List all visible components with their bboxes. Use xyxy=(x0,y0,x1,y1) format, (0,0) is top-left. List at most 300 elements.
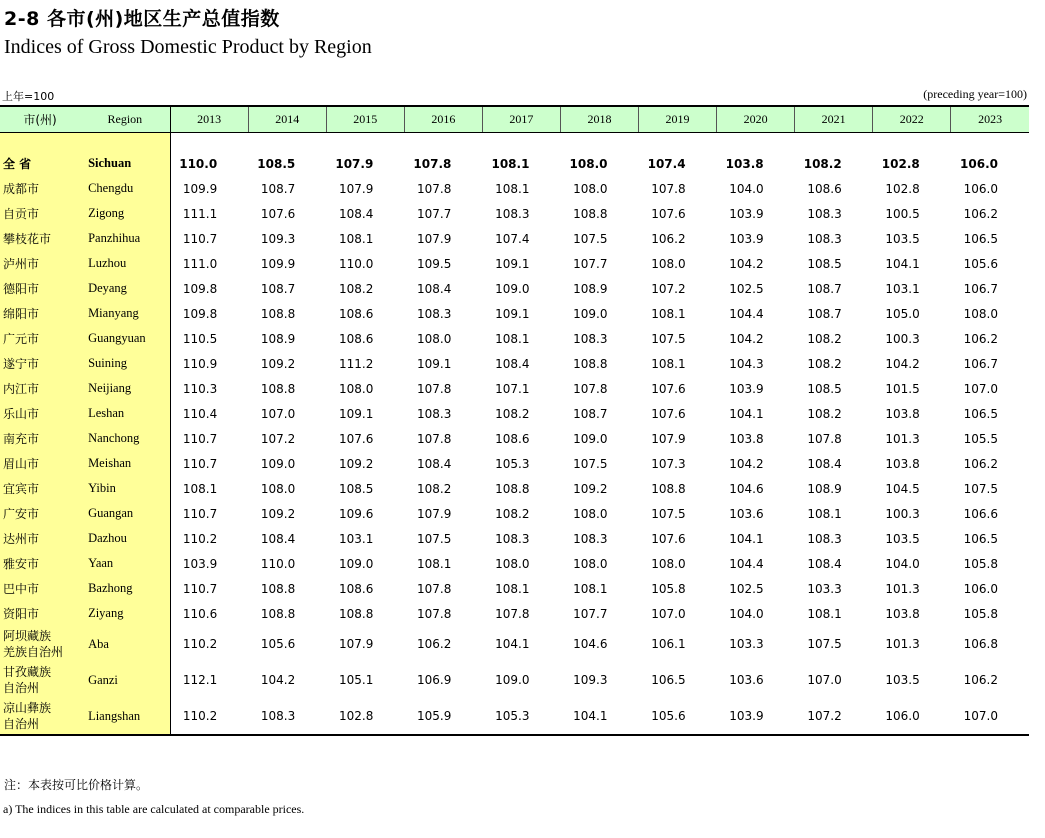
index-value-cell: 109.1 xyxy=(338,406,374,421)
spacer-row xyxy=(0,133,1029,152)
region-name-cn-line: 雅安市 xyxy=(3,556,40,571)
index-value-cell: 104.4 xyxy=(729,556,764,571)
index-value-cell: 108.3 xyxy=(573,331,608,346)
index-value-cell: 108.8 xyxy=(260,606,296,621)
region-name-cn-line: 自治州 xyxy=(3,717,40,731)
index-value-cell: 104.2 xyxy=(729,331,764,346)
index-value-cell: 102.8 xyxy=(881,156,920,171)
index-value-cell: 103.8 xyxy=(725,156,764,171)
index-value-cell: 110.9 xyxy=(182,356,218,371)
table-row xyxy=(0,551,1029,576)
index-value-cell: 108.0 xyxy=(573,181,608,196)
index-value-cell: 108.3 xyxy=(495,206,530,221)
index-value-cell: 108.6 xyxy=(495,431,530,446)
table-row xyxy=(0,301,1029,326)
index-value-cell: 107.4 xyxy=(647,156,686,171)
index-value-cell: 108.1 xyxy=(651,356,686,371)
table-row xyxy=(0,698,1029,735)
index-value-cell: 104.2 xyxy=(729,456,764,471)
region-name-cn-line: 绵阳市 xyxy=(3,306,40,321)
index-value-cell: 105.6 xyxy=(963,256,998,271)
table-row xyxy=(0,376,1029,401)
index-value-cell: 106.5 xyxy=(963,231,998,246)
index-value-cell: 107.6 xyxy=(651,406,686,421)
index-value-cell: 108.5 xyxy=(807,256,842,271)
index-value-cell: 108.5 xyxy=(338,481,374,496)
index-value-cell: 107.7 xyxy=(573,256,608,271)
index-value-cell: 109.5 xyxy=(417,256,452,271)
region-name-cn-line: 南充市 xyxy=(3,431,40,446)
index-value-cell: 108.4 xyxy=(338,206,374,221)
index-value-cell: 109.0 xyxy=(260,456,296,471)
index-value-cell: 102.8 xyxy=(326,698,404,735)
index-value-cell: 108.0 xyxy=(651,256,686,271)
index-value-cell: 109.1 xyxy=(495,256,530,271)
index-value-cell: 107.5 xyxy=(651,331,686,346)
index-value-cell: 108.3 xyxy=(495,531,530,546)
index-value-cell: 103.9 xyxy=(729,381,764,396)
region-name-cn-line: 德阳市 xyxy=(3,281,40,296)
index-value-cell: 108.2 xyxy=(807,331,842,346)
index-value-cell: 103.6 xyxy=(729,673,764,687)
index-value-cell: 103.9 xyxy=(729,231,764,246)
index-value-cell: 108.7 xyxy=(807,306,842,321)
index-value-cell: 108.7 xyxy=(260,181,296,196)
index-value-cell: 107.8 xyxy=(495,606,530,621)
region-name-cn-line: 内江市 xyxy=(3,381,40,396)
header-year: 2014 xyxy=(248,106,326,133)
region-name-cn-line: 阿坝藏族 xyxy=(3,629,52,643)
region-name-en: Sichuan xyxy=(80,151,170,176)
index-value-cell: 109.0 xyxy=(338,556,374,571)
index-value-cell: 103.5 xyxy=(885,673,920,687)
index-value-cell: 104.2 xyxy=(729,256,764,271)
index-value-cell: 100.3 xyxy=(885,506,920,521)
footnote-en: a) The indices in this table are calculated at comparable prices. xyxy=(3,802,305,816)
index-value-cell: 105.3 xyxy=(495,456,530,471)
header-year: 2017 xyxy=(482,106,560,133)
index-value-cell: 108.8 xyxy=(260,306,296,321)
region-name-cn xyxy=(0,476,80,501)
spacer-cell-en xyxy=(80,133,170,152)
table-row xyxy=(0,401,1029,426)
index-value-cell: 110.7 xyxy=(182,581,218,596)
index-value-cell: 102.8 xyxy=(885,181,920,196)
region-name-cn-line: 凉山彝族 xyxy=(3,701,52,715)
index-value-cell: 108.6 xyxy=(807,181,842,196)
table-row xyxy=(0,662,1029,698)
index-value-cell: 107.9 xyxy=(651,431,686,446)
region-name-cn xyxy=(0,276,80,301)
index-value-cell: 110.7 xyxy=(182,506,218,521)
index-value-cell: 108.4 xyxy=(495,356,530,371)
index-value-cell: 107.9 xyxy=(338,181,374,196)
region-name-en: Yibin xyxy=(80,476,170,501)
header-year: 2019 xyxy=(639,106,717,133)
region-name-en: Zigong xyxy=(80,201,170,226)
index-value-cell: 108.4 xyxy=(417,456,452,471)
region-name-en: Guangyuan xyxy=(80,326,170,351)
index-value-cell: 109.2 xyxy=(260,356,296,371)
index-value-cell: 106.0 xyxy=(963,181,998,196)
region-name-cn xyxy=(0,451,80,476)
region-name-cn-line: 自治州 xyxy=(3,681,40,695)
footnote-cn: 注：本表按可比价格计算。 xyxy=(4,778,149,792)
table-row xyxy=(0,201,1029,226)
index-value-cell: 107.5 xyxy=(417,531,452,546)
index-value-cell: 104.1 xyxy=(560,698,638,735)
index-value-cell: 107.0 xyxy=(963,381,998,396)
index-value-cell: 107.5 xyxy=(807,637,842,651)
index-value-cell: 108.3 xyxy=(248,698,326,735)
table-row xyxy=(0,226,1029,251)
index-value-cell: 107.9 xyxy=(417,231,452,246)
index-value-cell: 103.9 xyxy=(717,698,795,735)
index-value-cell: 105.8 xyxy=(963,606,998,621)
index-value-cell: 106.5 xyxy=(963,531,998,546)
index-value-cell: 108.3 xyxy=(573,531,608,546)
index-value-cell: 110.7 xyxy=(182,431,218,446)
index-value-cell: 103.6 xyxy=(729,506,764,521)
index-value-cell: 107.5 xyxy=(573,231,608,246)
index-value-cell: 110.0 xyxy=(338,256,374,271)
index-value-cell: 104.3 xyxy=(729,356,764,371)
index-value-cell: 111.0 xyxy=(182,256,218,271)
index-value-cell: 103.9 xyxy=(729,206,764,221)
index-value-cell: 108.2 xyxy=(807,406,842,421)
index-value-cell: 109.3 xyxy=(573,673,608,687)
index-value-cell: 108.2 xyxy=(338,281,374,296)
region-name-cn xyxy=(0,662,80,698)
table-row xyxy=(0,501,1029,526)
spacer-cell xyxy=(170,133,1029,152)
table-row xyxy=(0,351,1029,376)
index-value-cell: 108.3 xyxy=(417,406,452,421)
index-value-cell: 106.0 xyxy=(963,581,998,596)
region-name-cn xyxy=(0,251,80,276)
index-value-cell: 107.5 xyxy=(963,481,998,496)
table-header-row xyxy=(0,106,1029,133)
region-name-en: Dazhou xyxy=(80,526,170,551)
index-value-cell: 110.0 xyxy=(179,156,218,171)
region-name-en: Ziyang xyxy=(80,601,170,626)
index-value-cell: 108.2 xyxy=(807,356,842,371)
index-value-cell: 112.1 xyxy=(182,673,218,687)
index-value-cell: 110.3 xyxy=(182,381,218,396)
index-value-cell: 108.1 xyxy=(807,606,842,621)
region-name-cn xyxy=(0,698,80,735)
index-value-cell: 108.1 xyxy=(417,556,452,571)
index-value-cell: 104.4 xyxy=(729,306,764,321)
index-value-cell: 109.9 xyxy=(260,256,296,271)
table-row xyxy=(0,626,1029,662)
index-value-cell: 107.8 xyxy=(573,381,608,396)
region-name-en: Chengdu xyxy=(80,176,170,201)
index-value-cell: 110.0 xyxy=(260,556,296,571)
index-value-cell: 110.5 xyxy=(182,331,218,346)
index-value-cell: 107.6 xyxy=(651,206,686,221)
index-value-cell: 105.9 xyxy=(404,698,482,735)
index-value-cell: 108.1 xyxy=(573,581,608,596)
index-value-cell: 101.3 xyxy=(885,431,920,446)
index-value-cell: 110.6 xyxy=(182,606,218,621)
index-value-cell: 105.1 xyxy=(338,673,374,687)
index-value-cell: 104.1 xyxy=(495,637,530,651)
page-title-en: Indices of Gross Domestic Product by Region xyxy=(4,36,372,58)
index-value-cell: 106.5 xyxy=(963,406,998,421)
index-value-cell: 107.0 xyxy=(807,673,842,687)
index-value-cell: 107.5 xyxy=(573,456,608,471)
index-value-cell: 108.9 xyxy=(807,481,842,496)
region-name-en: Liangshan xyxy=(80,698,170,735)
index-value-cell: 109.3 xyxy=(260,231,296,246)
index-value-cell: 104.5 xyxy=(885,481,920,496)
region-name-cn-line: 广安市 xyxy=(3,506,40,521)
unit-note-cn: 上年=100 xyxy=(2,90,55,103)
index-value-cell: 108.3 xyxy=(417,306,452,321)
table-row xyxy=(0,176,1029,201)
index-value-cell: 108.1 xyxy=(807,506,842,521)
index-value-cell: 104.1 xyxy=(729,406,764,421)
gdp-index-table xyxy=(0,105,1029,736)
index-value-cell: 100.5 xyxy=(885,206,920,221)
index-value-cell: 107.0 xyxy=(651,606,686,621)
region-name-cn-line: 成都市 xyxy=(3,181,40,196)
index-value-cell: 108.8 xyxy=(260,381,296,396)
index-value-cell: 108.7 xyxy=(260,281,296,296)
index-value-cell: 105.3 xyxy=(482,698,560,735)
index-value-cell: 109.2 xyxy=(573,481,608,496)
region-name-en: Guangan xyxy=(80,501,170,526)
index-value-cell: 109.8 xyxy=(182,306,218,321)
index-value-cell: 107.0 xyxy=(951,698,1029,735)
region-name-cn xyxy=(0,526,80,551)
index-value-cell: 107.8 xyxy=(417,581,452,596)
header-year: 2022 xyxy=(873,106,951,133)
index-value-cell: 105.6 xyxy=(260,637,296,651)
index-value-cell: 104.2 xyxy=(260,673,296,687)
index-value-cell: 100.3 xyxy=(885,331,920,346)
region-name-cn xyxy=(0,501,80,526)
index-value-cell: 104.0 xyxy=(729,606,764,621)
table-row xyxy=(0,151,1029,176)
index-value-cell: 109.0 xyxy=(495,281,530,296)
index-value-cell: 106.2 xyxy=(651,231,686,246)
header-year: 2020 xyxy=(717,106,795,133)
index-value-cell: 108.9 xyxy=(260,331,296,346)
index-value-cell: 106.6 xyxy=(963,506,998,521)
index-value-cell: 103.8 xyxy=(885,456,920,471)
header-region-cn: 市(州) xyxy=(0,106,80,133)
index-value-cell: 108.6 xyxy=(338,306,374,321)
index-value-cell: 108.1 xyxy=(651,306,686,321)
region-name-cn-line: 羌族自治州 xyxy=(3,645,64,659)
index-value-cell: 107.9 xyxy=(338,637,374,651)
index-value-cell: 106.2 xyxy=(963,206,998,221)
index-value-cell: 107.8 xyxy=(417,606,452,621)
index-value-cell: 108.5 xyxy=(257,156,296,171)
index-value-cell: 104.1 xyxy=(729,531,764,546)
index-value-cell: 107.8 xyxy=(413,156,452,171)
index-value-cell: 103.1 xyxy=(885,281,920,296)
index-value-cell: 106.7 xyxy=(963,281,998,296)
region-name-cn xyxy=(0,201,80,226)
index-value-cell: 107.2 xyxy=(795,698,873,735)
index-value-cell: 108.1 xyxy=(495,181,530,196)
index-value-cell: 108.1 xyxy=(495,331,530,346)
index-value-cell: 108.1 xyxy=(338,231,374,246)
region-name-cn xyxy=(0,376,80,401)
index-value-cell: 109.0 xyxy=(573,306,608,321)
index-value-cell: 108.8 xyxy=(338,606,374,621)
index-value-cell: 108.5 xyxy=(807,381,842,396)
region-name-cn xyxy=(0,626,80,662)
index-value-cell: 108.0 xyxy=(338,381,374,396)
index-value-cell: 110.4 xyxy=(182,406,218,421)
index-value-cell: 108.6 xyxy=(338,581,374,596)
region-name-cn xyxy=(0,576,80,601)
header-year: 2016 xyxy=(404,106,482,133)
region-name-cn xyxy=(0,551,80,576)
region-name-cn-line: 泸州市 xyxy=(3,256,40,271)
index-value-cell: 107.8 xyxy=(807,431,842,446)
table-row xyxy=(0,476,1029,501)
index-value-cell: 108.3 xyxy=(807,231,842,246)
index-value-cell: 108.8 xyxy=(651,481,686,496)
index-value-cell: 108.4 xyxy=(807,556,842,571)
region-name-en: Deyang xyxy=(80,276,170,301)
region-name-en: Nanchong xyxy=(80,426,170,451)
region-name-cn xyxy=(0,426,80,451)
index-value-cell: 108.3 xyxy=(807,531,842,546)
index-value-cell: 107.8 xyxy=(417,431,452,446)
index-value-cell: 108.7 xyxy=(807,281,842,296)
index-value-cell: 106.2 xyxy=(963,673,998,687)
index-value-cell: 105.6 xyxy=(639,698,717,735)
index-value-cell: 108.7 xyxy=(573,406,608,421)
region-name-en: Aba xyxy=(80,626,170,662)
index-value-cell: 107.7 xyxy=(573,606,608,621)
region-name-en: Yaan xyxy=(80,551,170,576)
index-value-cell: 107.9 xyxy=(417,506,452,521)
header-year: 2023 xyxy=(951,106,1029,133)
index-value-cell: 102.5 xyxy=(729,281,764,296)
index-value-cell: 104.1 xyxy=(885,256,920,271)
index-value-cell: 103.8 xyxy=(885,606,920,621)
index-value-cell: 104.0 xyxy=(729,181,764,196)
region-name-cn xyxy=(0,401,80,426)
index-value-cell: 101.5 xyxy=(885,381,920,396)
index-value-cell: 106.0 xyxy=(960,156,998,171)
index-value-cell: 108.8 xyxy=(573,206,608,221)
header-year: 2021 xyxy=(795,106,873,133)
index-value-cell: 109.9 xyxy=(182,181,218,196)
index-value-cell: 103.8 xyxy=(885,406,920,421)
region-name-cn-line: 全 省 xyxy=(3,156,32,171)
region-name-cn xyxy=(0,351,80,376)
index-value-cell: 108.0 xyxy=(573,556,608,571)
region-name-en: Ganzi xyxy=(80,662,170,698)
index-value-cell: 105.5 xyxy=(963,431,998,446)
index-value-cell: 104.0 xyxy=(885,556,920,571)
index-value-cell: 105.8 xyxy=(963,556,998,571)
index-value-cell: 101.3 xyxy=(885,637,920,651)
index-value-cell: 107.8 xyxy=(417,381,452,396)
table-row xyxy=(0,601,1029,626)
region-name-cn-line: 遂宁市 xyxy=(3,356,40,371)
region-name-en: Bazhong xyxy=(80,576,170,601)
region-name-en: Mianyang xyxy=(80,301,170,326)
index-value-cell: 107.8 xyxy=(417,181,452,196)
table-row xyxy=(0,426,1029,451)
index-value-cell: 109.1 xyxy=(495,306,530,321)
region-name-cn-line: 宜宾市 xyxy=(3,481,40,496)
index-value-cell: 108.2 xyxy=(417,481,452,496)
index-value-cell: 107.8 xyxy=(651,181,686,196)
index-value-cell: 105.8 xyxy=(651,581,686,596)
spacer-cell-cn xyxy=(0,133,80,152)
region-name-en: Suining xyxy=(80,351,170,376)
index-value-cell: 104.6 xyxy=(573,637,608,651)
table-row xyxy=(0,576,1029,601)
region-name-cn-line: 巴中市 xyxy=(3,581,40,596)
index-value-cell: 103.5 xyxy=(885,531,920,546)
index-value-cell: 109.1 xyxy=(417,356,452,371)
index-value-cell: 107.3 xyxy=(651,456,686,471)
index-value-cell: 107.6 xyxy=(651,381,686,396)
index-value-cell: 106.2 xyxy=(963,331,998,346)
index-value-cell: 107.6 xyxy=(260,206,296,221)
region-name-en: Neijiang xyxy=(80,376,170,401)
region-name-cn-line: 资阳市 xyxy=(3,606,40,621)
index-value-cell: 103.5 xyxy=(885,231,920,246)
region-name-cn xyxy=(0,326,80,351)
index-value-cell: 108.8 xyxy=(495,481,530,496)
region-name-en: Luzhou xyxy=(80,251,170,276)
region-name-cn xyxy=(0,301,80,326)
table-row xyxy=(0,326,1029,351)
region-name-cn-line: 达州市 xyxy=(3,531,40,546)
region-name-cn-line: 乐山市 xyxy=(3,406,40,421)
index-value-cell: 108.3 xyxy=(807,206,842,221)
index-value-cell: 111.2 xyxy=(338,356,374,371)
header-region-en: Region xyxy=(80,106,170,133)
index-value-cell: 110.2 xyxy=(170,698,248,735)
index-value-cell: 108.0 xyxy=(963,306,998,321)
index-value-cell: 107.9 xyxy=(335,156,374,171)
index-value-cell: 108.1 xyxy=(495,581,530,596)
index-value-cell: 108.1 xyxy=(182,481,218,496)
table-row xyxy=(0,276,1029,301)
index-value-cell: 108.8 xyxy=(260,581,296,596)
header-year: 2018 xyxy=(560,106,638,133)
index-value-cell: 107.1 xyxy=(495,381,530,396)
table-body xyxy=(0,133,1029,736)
index-value-cell: 109.2 xyxy=(260,506,296,521)
index-value-cell: 106.2 xyxy=(417,637,452,651)
index-value-cell: 103.9 xyxy=(182,556,218,571)
index-value-cell: 107.6 xyxy=(651,531,686,546)
index-value-cell: 108.8 xyxy=(573,356,608,371)
index-value-cell: 107.5 xyxy=(651,506,686,521)
index-value-cell: 108.2 xyxy=(803,156,842,171)
index-value-cell: 106.1 xyxy=(651,637,686,651)
index-value-cell: 106.9 xyxy=(417,673,452,687)
index-value-cell: 106.2 xyxy=(963,456,998,471)
table-row xyxy=(0,451,1029,476)
region-name-en: Meishan xyxy=(80,451,170,476)
index-value-cell: 107.7 xyxy=(417,206,452,221)
